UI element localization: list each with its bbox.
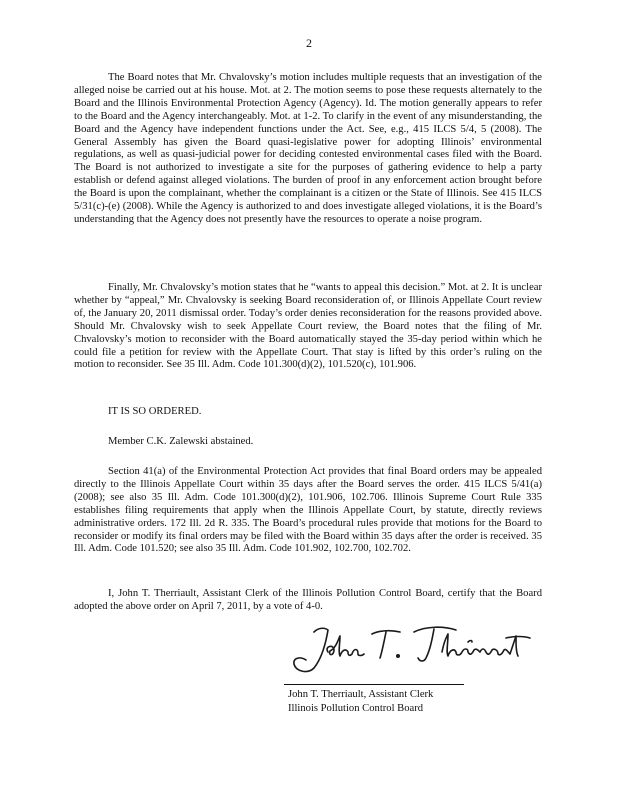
abstention-statement: Member C.K. Zalewski abstained. <box>108 436 254 447</box>
paragraph-appeal-rights: Section 41(a) of the Environmental Protection Act provides that final Board orders may be appealed directly to the Illinois Appellate Court within 35 days after the Board serves the order. 415 ILCS 5/41(a) (2008); see also 35 Ill. Adm. Code 101.300(d)(2), 101.906, 102.706. Illinois Supreme Court Rule 335 establishes filing requirements that apply when the Illinois Appellate Court, by statute, directly reviews administrative orders. 172 Ill. 2d R. 335. The Board’s procedural rules provide that motions for the Board to reconsider or modify its final orders may be filed with the Board within 35 days after the order is received. 35 Ill. Adm. Code 101.520; see also 35 Ill. Adm. Code 101.902, 102.700, 102.702. <box>74 466 542 555</box>
signatory-name-title: John T. Therriault, Assistant Clerk <box>288 689 434 700</box>
signature-line <box>284 684 464 685</box>
page-number: 2 <box>306 36 312 50</box>
paragraph-appeal-request: Finally, Mr. Chvalovsky’s motion states that he “wants to appeal this decision.” Mot. at 2. It is unclear whether by “appeal,” Mr. Chvalovsky is seeking Board reconsideration of, or Illinois Appellate Court review of, the January 20, 2011 dismissal order. Today’s order denies reconsideration for the reasons provided above. Should Mr. Chvalovsky wish to seek Appellate Court review, the Board notes that the filing of Mr. Chvalovsky’s motion to reconsider with the Board automatically stayed the 35-day period within which he could file a petition for review with the Appellate Court. That stay is lifted by this order’s ruling on the motion to reconsider. See 35 Ill. Adm. Code 101.300(d)(2), 101.520(c), 101.906. <box>74 282 542 371</box>
paragraph-agency-investigation: The Board notes that Mr. Chvalovsky’s motion includes multiple requests that an investigation of the alleged noise be carried out at his house. Mot. at 2. The motion seems to pose these requests alternately to the Board and the Illinois Environmental Protection Agency (Agency). Id. The motion generally appears to refer to the Board and the Agency interchangeably. Mot. at 1-2. To clarify in the event of any misunderstanding, the Board and the Agency have independent functions under the Act. See, e.g., 415 ILCS 5/4, 5 (2008). The General Assembly has given the Board quasi-legislative power for adopting Illinois’ environmental regulations, as well as quasi-judicial power for deciding contested environmental cases filed with the Board. The Board is not authorized to investigate a site for the purposes of gathering evidence to help a party establish or defend against alleged violations. The burden of proof in any enforcement action brought before the Board is upon the complainant, whether the complainant is a citizen or the State of Illinois. See 415 ILCS 5/31(c)-(e) (2008). While the Agency is authorized to and does investigate alleged violations, it is the Board’s understanding that the Agency does not presently have the resources to operate a noise program. <box>74 72 542 225</box>
paragraph-clerk-certification: I, John T. Therriault, Assistant Clerk of the Illinois Pollution Control Board, certify that the Board adopted the above order on April 7, 2011, by a vote of 4-0. <box>74 588 542 612</box>
signature-block <box>288 688 433 715</box>
handwritten-signature <box>284 618 534 680</box>
signatory-organization: Illinois Pollution Control Board <box>288 702 424 714</box>
order-statement: IT IS SO ORDERED. <box>108 406 202 417</box>
